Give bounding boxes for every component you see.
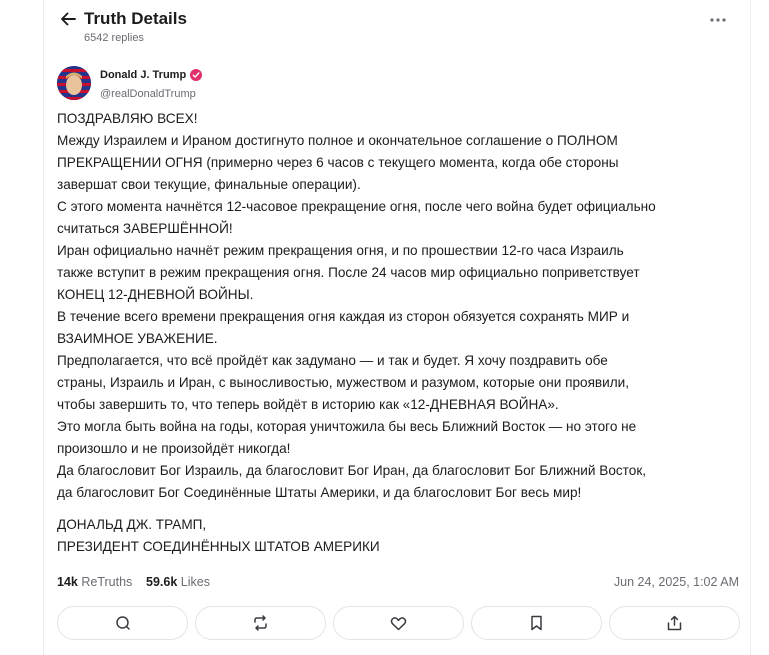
comment-icon bbox=[115, 615, 131, 631]
retruths-label: ReTruths bbox=[81, 575, 133, 589]
more-dots-icon bbox=[710, 18, 726, 22]
verified-badge-icon bbox=[190, 69, 202, 81]
page-title: Truth Details bbox=[84, 9, 187, 28]
reply-button[interactable] bbox=[57, 606, 188, 640]
post-paragraph: Иран официально начнёт режим прекращения огня, и по прошествии 12-го часа Израиль также вступит в режим прекращения огня. После 24 часов мир официально поприветствует КОНЕЦ 12-ДНЕВНОЙ ВОЙНЫ. bbox=[57, 243, 640, 302]
likes-label: Likes bbox=[180, 575, 210, 589]
likes-stat[interactable] bbox=[146, 575, 210, 589]
post-body bbox=[57, 108, 737, 558]
truth-details-panel bbox=[43, 0, 751, 655]
action-bar bbox=[57, 606, 741, 640]
repost-icon bbox=[252, 615, 269, 631]
bookmark-icon bbox=[530, 615, 543, 631]
bookmark-button[interactable] bbox=[471, 606, 602, 640]
like-button[interactable] bbox=[333, 606, 464, 640]
author-name-text: Donald J. Trump bbox=[100, 69, 187, 81]
post-stats bbox=[57, 575, 739, 593]
avatar-image bbox=[57, 66, 91, 100]
reply-count: 6542 replies bbox=[84, 32, 144, 44]
page-header bbox=[44, 0, 750, 56]
share-button[interactable] bbox=[609, 606, 740, 640]
share-icon bbox=[667, 615, 682, 631]
retruths-stat[interactable] bbox=[57, 575, 132, 589]
post-timestamp[interactable]: Jun 24, 2025, 1:02 AM bbox=[613, 575, 739, 589]
post-paragraph: С этого момента начнётся 12-часовое прекращение огня, после чего война будет официально считаться ЗАВЕРШЁННОЙ! bbox=[57, 199, 656, 236]
post-paragraph: В течение всего времени прекращения огня каждая из сторон обязуется сохранять МИР и ВЗАИМНОЕ УВАЖЕНИЕ. bbox=[57, 309, 630, 346]
author-handle[interactable]: @realDonaldTrump bbox=[100, 88, 196, 100]
post-paragraph: Да благословит Бог Израиль, да благословит Бог Иран, да благословит Бог Ближний Восток, да благословит Бог Соединённые Штаты Америки, и да благословит Бог весь мир! bbox=[57, 463, 647, 500]
post-paragraph: Предполагается, что всё пройдёт как задумано — и так и будет. Я хочу поздравить обе страны, Израиль и Иран, с выносливостью, мужеством и разумом, которые они проявили, чтобы завершить то, что теперь войдёт в историю как «12-ДНЕВНАЯ ВОЙНА». bbox=[57, 353, 630, 412]
author-name[interactable] bbox=[100, 69, 202, 81]
paragraph-gap bbox=[57, 504, 737, 514]
back-button[interactable] bbox=[58, 9, 78, 29]
likes-count: 59.6k bbox=[146, 575, 178, 589]
post-paragraph: Между Израилем и Ираном достигнуто полное и окончательное соглашение о ПОЛНОМ ПРЕКРАЩЕНИИ ОГНЯ (примерно через 6 часов с текущего момента, когда обе стороны завершат свои текущие, финальные операции). bbox=[57, 133, 619, 192]
post-signature: ДОНАЛЬД ДЖ. ТРАМП, ПРЕЗИДЕНТ СОЕДИНЁННЫХ ШТАТОВ АМЕРИКИ bbox=[57, 517, 380, 554]
post-paragraph: ПОЗДРАВЛЯЮ ВСЕХ! bbox=[57, 111, 198, 126]
arrow-left-icon bbox=[60, 12, 76, 26]
post-paragraph: Это могла быть война на годы, которая уничтожила бы весь Ближний Восток — но этого не произошло и не произойдёт никогда! bbox=[57, 419, 637, 456]
retruth-button[interactable] bbox=[195, 606, 326, 640]
avatar[interactable] bbox=[57, 66, 91, 100]
retruths-count: 14k bbox=[57, 575, 78, 589]
heart-icon bbox=[390, 616, 407, 631]
more-options-button[interactable] bbox=[706, 12, 730, 28]
